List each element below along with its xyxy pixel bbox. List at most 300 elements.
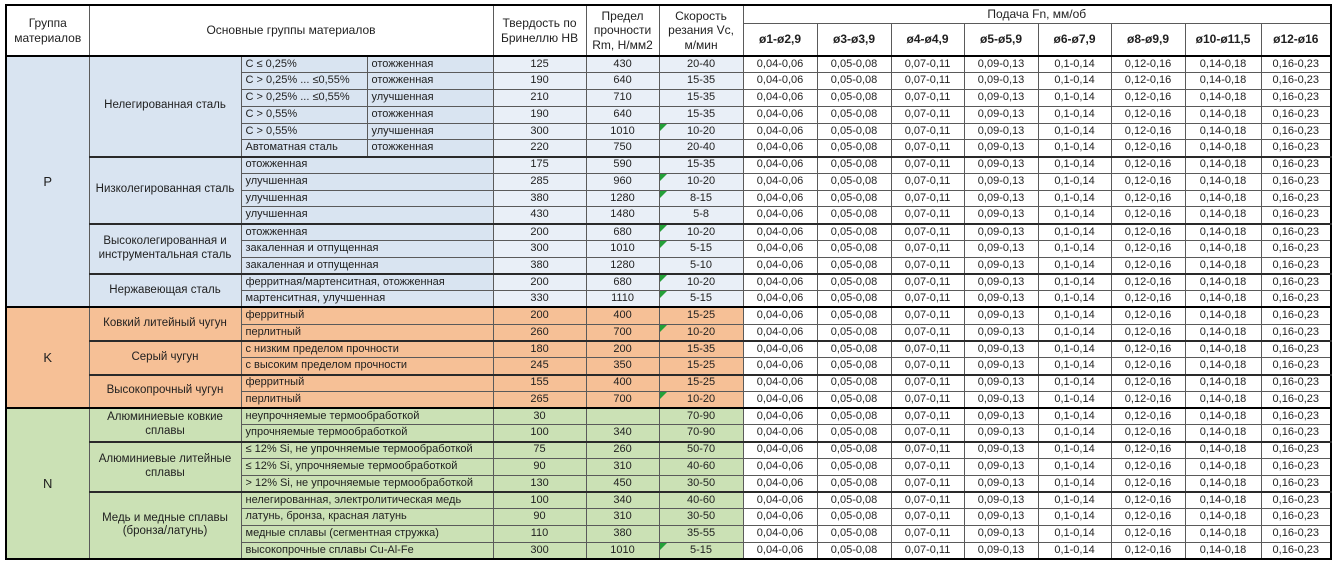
strength-cell[interactable]: 680 (586, 274, 659, 291)
feed-cell[interactable]: 0,14-0,18 (1185, 224, 1261, 241)
feed-cell[interactable]: 0,14-0,18 (1185, 475, 1261, 492)
feed-cell[interactable]: 0,12-0,16 (1111, 391, 1185, 408)
feed-cell[interactable]: 0,07-0,11 (891, 257, 964, 274)
feed-cell[interactable]: 0,04-0,06 (743, 542, 817, 559)
strength-cell[interactable]: 750 (586, 140, 659, 157)
feed-cell[interactable]: 0,12-0,16 (1111, 106, 1185, 123)
feed-cell[interactable]: 0,12-0,16 (1111, 341, 1185, 358)
strength-cell[interactable]: 640 (586, 73, 659, 90)
feed-cell[interactable]: 0,16-0,23 (1261, 173, 1331, 190)
feed-cell[interactable]: 0,12-0,16 (1111, 458, 1185, 475)
feed-cell[interactable]: 0,16-0,23 (1261, 90, 1331, 107)
hardness-cell[interactable]: 210 (493, 90, 586, 107)
feed-col-header-1[interactable]: ø1-ø2,9 (743, 23, 817, 56)
feed-cell[interactable]: 0,16-0,23 (1261, 73, 1331, 90)
feed-cell[interactable]: 0,09-0,13 (964, 190, 1038, 207)
strength-cell[interactable]: 260 (586, 442, 659, 459)
feed-cell[interactable]: 0,05-0,08 (817, 442, 891, 459)
feed-cell[interactable]: 0,14-0,18 (1185, 207, 1261, 224)
speed-cell[interactable]: 40-60 (659, 492, 743, 509)
detail-cell[interactable]: Автоматная сталь (241, 140, 367, 157)
detail-cell[interactable]: закаленная и отпущенная (241, 240, 493, 257)
feed-cell[interactable]: 0,16-0,23 (1261, 56, 1331, 73)
feed-cell[interactable]: 0,16-0,23 (1261, 475, 1331, 492)
hardness-cell[interactable]: 110 (493, 525, 586, 542)
strength-cell[interactable]: 710 (586, 90, 659, 107)
feed-cell[interactable]: 0,09-0,13 (964, 358, 1038, 375)
col-header-main-groups[interactable]: Основные группы материалов (89, 5, 493, 56)
feed-cell[interactable]: 0,07-0,11 (891, 207, 964, 224)
hardness-cell[interactable]: 75 (493, 442, 586, 459)
feed-cell[interactable]: 0,16-0,23 (1261, 257, 1331, 274)
detail-cell[interactable]: C > 0,25% ... ≤0,55% (241, 90, 367, 107)
feed-cell[interactable]: 0,05-0,08 (817, 123, 891, 140)
detail-state-cell[interactable]: отожженная (367, 73, 493, 90)
feed-cell[interactable]: 0,05-0,08 (817, 73, 891, 90)
hardness-cell[interactable]: 190 (493, 106, 586, 123)
feed-col-header-2[interactable]: ø3-ø3,9 (817, 23, 891, 56)
feed-cell[interactable]: 0,14-0,18 (1185, 73, 1261, 90)
feed-cell[interactable]: 0,07-0,11 (891, 324, 964, 341)
strength-cell[interactable]: 1110 (586, 291, 659, 308)
feed-cell[interactable]: 0,1-0,14 (1038, 140, 1111, 157)
feed-cell[interactable]: 0,16-0,23 (1261, 492, 1331, 509)
detail-cell[interactable]: C > 0,25% ... ≤0,55% (241, 73, 367, 90)
feed-cell[interactable]: 0,07-0,11 (891, 157, 964, 174)
feed-cell[interactable]: 0,09-0,13 (964, 157, 1038, 174)
feed-cell[interactable]: 0,05-0,08 (817, 291, 891, 308)
speed-cell[interactable]: 15-35 (659, 106, 743, 123)
feed-cell[interactable]: 0,16-0,23 (1261, 123, 1331, 140)
feed-cell[interactable]: 0,1-0,14 (1038, 442, 1111, 459)
feed-cell[interactable]: 0,1-0,14 (1038, 73, 1111, 90)
feed-cell[interactable]: 0,05-0,08 (817, 140, 891, 157)
feed-cell[interactable]: 0,09-0,13 (964, 475, 1038, 492)
feed-cell[interactable]: 0,07-0,11 (891, 425, 964, 442)
feed-cell[interactable]: 0,14-0,18 (1185, 442, 1261, 459)
speed-cell[interactable]: 5-15 (659, 240, 743, 257)
feed-cell[interactable]: 0,12-0,16 (1111, 475, 1185, 492)
feed-cell[interactable]: 0,05-0,08 (817, 106, 891, 123)
feed-cell[interactable]: 0,16-0,23 (1261, 525, 1331, 542)
feed-cell[interactable]: 0,05-0,08 (817, 157, 891, 174)
feed-cell[interactable]: 0,12-0,16 (1111, 224, 1185, 241)
feed-cell[interactable]: 0,14-0,18 (1185, 492, 1261, 509)
hardness-cell[interactable]: 130 (493, 475, 586, 492)
feed-cell[interactable]: 0,1-0,14 (1038, 375, 1111, 392)
feed-cell[interactable]: 0,04-0,06 (743, 509, 817, 526)
feed-cell[interactable]: 0,05-0,08 (817, 190, 891, 207)
feed-cell[interactable]: 0,05-0,08 (817, 90, 891, 107)
hardness-cell[interactable]: 190 (493, 73, 586, 90)
strength-cell[interactable]: 350 (586, 358, 659, 375)
feed-cell[interactable]: 0,04-0,06 (743, 123, 817, 140)
feed-cell[interactable]: 0,07-0,11 (891, 73, 964, 90)
feed-cell[interactable]: 0,1-0,14 (1038, 542, 1111, 559)
speed-cell[interactable]: 15-35 (659, 341, 743, 358)
feed-cell[interactable]: 0,04-0,06 (743, 341, 817, 358)
feed-cell[interactable]: 0,1-0,14 (1038, 324, 1111, 341)
feed-cell[interactable]: 0,07-0,11 (891, 224, 964, 241)
feed-cell[interactable]: 0,1-0,14 (1038, 190, 1111, 207)
group-cell[interactable]: P (6, 56, 89, 307)
subgroup-cell[interactable]: Нержавеющая сталь (89, 274, 241, 308)
feed-cell[interactable]: 0,09-0,13 (964, 324, 1038, 341)
feed-col-header-3[interactable]: ø4-ø4,9 (891, 23, 964, 56)
feed-cell[interactable]: 0,05-0,08 (817, 492, 891, 509)
feed-cell[interactable]: 0,09-0,13 (964, 207, 1038, 224)
feed-cell[interactable]: 0,07-0,11 (891, 475, 964, 492)
feed-cell[interactable]: 0,1-0,14 (1038, 358, 1111, 375)
speed-cell[interactable]: 10-20 (659, 391, 743, 408)
subgroup-cell[interactable]: Серый чугун (89, 341, 241, 375)
speed-cell[interactable]: 15-25 (659, 358, 743, 375)
hardness-cell[interactable]: 180 (493, 341, 586, 358)
feed-cell[interactable]: 0,1-0,14 (1038, 408, 1111, 425)
feed-cell[interactable]: 0,14-0,18 (1185, 307, 1261, 324)
subgroup-cell[interactable]: Ковкий литейный чугун (89, 307, 241, 341)
speed-cell[interactable]: 15-25 (659, 375, 743, 392)
feed-cell[interactable]: 0,14-0,18 (1185, 173, 1261, 190)
feed-cell[interactable]: 0,05-0,08 (817, 525, 891, 542)
feed-cell[interactable]: 0,14-0,18 (1185, 391, 1261, 408)
feed-cell[interactable]: 0,04-0,06 (743, 257, 817, 274)
hardness-cell[interactable]: 260 (493, 324, 586, 341)
feed-cell[interactable]: 0,14-0,18 (1185, 408, 1261, 425)
hardness-cell[interactable]: 220 (493, 140, 586, 157)
strength-cell[interactable]: 450 (586, 475, 659, 492)
hardness-cell[interactable]: 200 (493, 224, 586, 241)
feed-cell[interactable]: 0,16-0,23 (1261, 509, 1331, 526)
speed-cell[interactable]: 40-60 (659, 458, 743, 475)
subgroup-cell[interactable]: Медь и медные сплавы (бронза/латунь) (89, 492, 241, 559)
feed-cell[interactable]: 0,14-0,18 (1185, 542, 1261, 559)
feed-cell[interactable]: 0,04-0,06 (743, 408, 817, 425)
feed-cell[interactable]: 0,16-0,23 (1261, 375, 1331, 392)
speed-cell[interactable]: 15-35 (659, 90, 743, 107)
feed-cell[interactable]: 0,04-0,06 (743, 442, 817, 459)
hardness-cell[interactable]: 300 (493, 542, 586, 559)
feed-cell[interactable]: 0,16-0,23 (1261, 274, 1331, 291)
strength-cell[interactable]: 310 (586, 458, 659, 475)
detail-cell[interactable]: ферритный (241, 307, 493, 324)
detail-state-cell[interactable]: отожженная (367, 56, 493, 73)
detail-cell[interactable]: латунь, бронза, красная латунь (241, 509, 493, 526)
detail-cell[interactable]: улучшенная (241, 190, 493, 207)
speed-cell[interactable]: 15-25 (659, 307, 743, 324)
feed-cell[interactable]: 0,09-0,13 (964, 525, 1038, 542)
feed-cell[interactable]: 0,12-0,16 (1111, 157, 1185, 174)
strength-cell[interactable]: 340 (586, 492, 659, 509)
feed-cell[interactable]: 0,14-0,18 (1185, 274, 1261, 291)
feed-cell[interactable]: 0,09-0,13 (964, 73, 1038, 90)
feed-cell[interactable]: 0,16-0,23 (1261, 442, 1331, 459)
detail-cell[interactable]: нелегированная, электролитическая медь (241, 492, 493, 509)
feed-cell[interactable]: 0,07-0,11 (891, 140, 964, 157)
detail-cell[interactable]: C ≤ 0,25% (241, 56, 367, 73)
feed-cell[interactable]: 0,12-0,16 (1111, 525, 1185, 542)
subgroup-cell[interactable]: Алюминиевые литейные сплавы (89, 442, 241, 492)
speed-cell[interactable]: 30-50 (659, 475, 743, 492)
feed-cell[interactable]: 0,14-0,18 (1185, 525, 1261, 542)
subgroup-cell[interactable]: Нелегированная сталь (89, 56, 241, 157)
detail-state-cell[interactable]: отожженная (367, 106, 493, 123)
detail-state-cell[interactable]: отожженная (367, 140, 493, 157)
feed-cell[interactable]: 0,05-0,08 (817, 408, 891, 425)
feed-cell[interactable]: 0,05-0,08 (817, 458, 891, 475)
feed-cell[interactable]: 0,1-0,14 (1038, 56, 1111, 73)
feed-cell[interactable]: 0,16-0,23 (1261, 224, 1331, 241)
feed-cell[interactable]: 0,14-0,18 (1185, 257, 1261, 274)
speed-cell[interactable]: 70-90 (659, 425, 743, 442)
feed-cell[interactable]: 0,1-0,14 (1038, 257, 1111, 274)
feed-cell[interactable]: 0,12-0,16 (1111, 173, 1185, 190)
strength-cell[interactable]: 400 (586, 375, 659, 392)
feed-col-header-4[interactable]: ø5-ø5,9 (964, 23, 1038, 56)
strength-cell[interactable]: 590 (586, 157, 659, 174)
feed-cell[interactable]: 0,09-0,13 (964, 106, 1038, 123)
feed-cell[interactable]: 0,12-0,16 (1111, 307, 1185, 324)
speed-cell[interactable]: 50-70 (659, 442, 743, 459)
hardness-cell[interactable]: 155 (493, 375, 586, 392)
feed-cell[interactable]: 0,1-0,14 (1038, 123, 1111, 140)
strength-cell[interactable]: 700 (586, 324, 659, 341)
feed-cell[interactable]: 0,12-0,16 (1111, 123, 1185, 140)
strength-cell[interactable]: 1480 (586, 207, 659, 224)
feed-cell[interactable]: 0,07-0,11 (891, 542, 964, 559)
feed-cell[interactable]: 0,16-0,23 (1261, 291, 1331, 308)
feed-cell[interactable]: 0,07-0,11 (891, 458, 964, 475)
feed-cell[interactable]: 0,07-0,11 (891, 375, 964, 392)
feed-cell[interactable]: 0,14-0,18 (1185, 375, 1261, 392)
hardness-cell[interactable]: 285 (493, 173, 586, 190)
strength-cell[interactable]: 200 (586, 341, 659, 358)
feed-cell[interactable]: 0,09-0,13 (964, 173, 1038, 190)
subgroup-cell[interactable]: Высоколегированная и инструментальная сталь (89, 224, 241, 274)
group-cell[interactable]: K (6, 307, 89, 408)
detail-cell[interactable]: медные сплавы (сегментная стружка) (241, 525, 493, 542)
subgroup-cell[interactable]: Высокопрочный чугун (89, 375, 241, 409)
strength-cell[interactable]: 1010 (586, 240, 659, 257)
feed-cell[interactable]: 0,14-0,18 (1185, 324, 1261, 341)
feed-cell[interactable]: 0,16-0,23 (1261, 458, 1331, 475)
feed-cell[interactable]: 0,04-0,06 (743, 475, 817, 492)
feed-cell[interactable]: 0,04-0,06 (743, 224, 817, 241)
feed-cell[interactable]: 0,16-0,23 (1261, 157, 1331, 174)
feed-cell[interactable]: 0,05-0,08 (817, 324, 891, 341)
feed-cell[interactable]: 0,04-0,06 (743, 291, 817, 308)
feed-cell[interactable]: 0,05-0,08 (817, 425, 891, 442)
feed-cell[interactable]: 0,04-0,06 (743, 56, 817, 73)
feed-cell[interactable]: 0,04-0,06 (743, 157, 817, 174)
feed-cell[interactable]: 0,05-0,08 (817, 207, 891, 224)
speed-cell[interactable]: 20-40 (659, 140, 743, 157)
feed-cell[interactable]: 0,04-0,06 (743, 106, 817, 123)
detail-cell[interactable]: с низким пределом прочности (241, 341, 493, 358)
feed-cell[interactable]: 0,14-0,18 (1185, 458, 1261, 475)
feed-cell[interactable]: 0,04-0,06 (743, 358, 817, 375)
feed-cell[interactable]: 0,16-0,23 (1261, 140, 1331, 157)
strength-cell[interactable] (586, 408, 659, 425)
feed-cell[interactable]: 0,14-0,18 (1185, 190, 1261, 207)
feed-cell[interactable]: 0,04-0,06 (743, 190, 817, 207)
feed-cell[interactable]: 0,07-0,11 (891, 358, 964, 375)
feed-cell[interactable]: 0,1-0,14 (1038, 224, 1111, 241)
strength-cell[interactable]: 400 (586, 307, 659, 324)
feed-cell[interactable]: 0,12-0,16 (1111, 240, 1185, 257)
feed-cell[interactable]: 0,1-0,14 (1038, 391, 1111, 408)
col-header-strength[interactable]: Предел прочности Rm, Н/мм2 (586, 5, 659, 56)
feed-cell[interactable]: 0,04-0,06 (743, 525, 817, 542)
detail-cell[interactable]: перлитный (241, 324, 493, 341)
feed-cell[interactable]: 0,07-0,11 (891, 291, 964, 308)
feed-cell[interactable]: 0,07-0,11 (891, 307, 964, 324)
feed-cell[interactable]: 0,09-0,13 (964, 123, 1038, 140)
feed-cell[interactable]: 0,14-0,18 (1185, 358, 1261, 375)
feed-cell[interactable]: 0,1-0,14 (1038, 525, 1111, 542)
detail-cell[interactable]: отожженная (241, 157, 493, 174)
detail-cell[interactable]: > 12% Si, не упрочняемые термообработкой (241, 475, 493, 492)
hardness-cell[interactable]: 100 (493, 425, 586, 442)
feed-col-header-5[interactable]: ø6-ø7,9 (1038, 23, 1111, 56)
detail-state-cell[interactable]: улучшенная (367, 90, 493, 107)
feed-cell[interactable]: 0,04-0,06 (743, 140, 817, 157)
feed-col-header-7[interactable]: ø10-ø11,5 (1185, 23, 1261, 56)
feed-cell[interactable]: 0,09-0,13 (964, 240, 1038, 257)
feed-cell[interactable]: 0,04-0,06 (743, 307, 817, 324)
feed-title-header[interactable]: Подача Fn, мм/об (743, 5, 1331, 23)
speed-cell[interactable]: 8-15 (659, 190, 743, 207)
feed-cell[interactable]: 0,12-0,16 (1111, 291, 1185, 308)
feed-cell[interactable]: 0,09-0,13 (964, 458, 1038, 475)
detail-cell[interactable]: ферритный (241, 375, 493, 392)
feed-cell[interactable]: 0,07-0,11 (891, 408, 964, 425)
strength-cell[interactable]: 680 (586, 224, 659, 241)
hardness-cell[interactable]: 245 (493, 358, 586, 375)
feed-cell[interactable]: 0,05-0,08 (817, 173, 891, 190)
feed-cell[interactable]: 0,05-0,08 (817, 257, 891, 274)
strength-cell[interactable]: 1280 (586, 190, 659, 207)
subgroup-cell[interactable]: Низколегированная сталь (89, 157, 241, 224)
feed-cell[interactable]: 0,12-0,16 (1111, 90, 1185, 107)
subgroup-cell[interactable]: Алюминиевые ковкие сплавы (89, 408, 241, 442)
feed-cell[interactable]: 0,05-0,08 (817, 391, 891, 408)
strength-cell[interactable]: 1010 (586, 123, 659, 140)
feed-cell[interactable]: 0,09-0,13 (964, 90, 1038, 107)
feed-cell[interactable]: 0,12-0,16 (1111, 509, 1185, 526)
feed-cell[interactable]: 0,05-0,08 (817, 307, 891, 324)
feed-cell[interactable]: 0,12-0,16 (1111, 274, 1185, 291)
feed-cell[interactable]: 0,07-0,11 (891, 56, 964, 73)
feed-cell[interactable]: 0,14-0,18 (1185, 123, 1261, 140)
feed-cell[interactable]: 0,04-0,06 (743, 375, 817, 392)
feed-cell[interactable]: 0,16-0,23 (1261, 307, 1331, 324)
detail-cell[interactable]: с высоким пределом прочности (241, 358, 493, 375)
feed-cell[interactable]: 0,1-0,14 (1038, 240, 1111, 257)
speed-cell[interactable]: 5-15 (659, 291, 743, 308)
speed-cell[interactable]: 20-40 (659, 56, 743, 73)
feed-cell[interactable]: 0,14-0,18 (1185, 291, 1261, 308)
hardness-cell[interactable]: 300 (493, 240, 586, 257)
feed-cell[interactable]: 0,14-0,18 (1185, 509, 1261, 526)
feed-cell[interactable]: 0,1-0,14 (1038, 207, 1111, 224)
detail-cell[interactable]: C > 0,55% (241, 106, 367, 123)
feed-cell[interactable]: 0,12-0,16 (1111, 542, 1185, 559)
feed-cell[interactable]: 0,16-0,23 (1261, 190, 1331, 207)
feed-cell[interactable]: 0,07-0,11 (891, 173, 964, 190)
detail-cell[interactable]: улучшенная (241, 207, 493, 224)
feed-cell[interactable]: 0,05-0,08 (817, 375, 891, 392)
feed-cell[interactable]: 0,07-0,11 (891, 442, 964, 459)
feed-cell[interactable]: 0,12-0,16 (1111, 425, 1185, 442)
col-header-material-group[interactable]: Группа материалов (6, 5, 89, 56)
hardness-cell[interactable]: 125 (493, 56, 586, 73)
detail-cell[interactable]: ≤ 12% Si, не упрочняемые термообработкой (241, 442, 493, 459)
feed-cell[interactable]: 0,12-0,16 (1111, 207, 1185, 224)
detail-cell[interactable]: отожженная (241, 224, 493, 241)
feed-cell[interactable]: 0,14-0,18 (1185, 106, 1261, 123)
feed-cell[interactable]: 0,07-0,11 (891, 391, 964, 408)
feed-cell[interactable]: 0,09-0,13 (964, 542, 1038, 559)
hardness-cell[interactable]: 90 (493, 458, 586, 475)
speed-cell[interactable]: 10-20 (659, 324, 743, 341)
detail-cell[interactable]: упрочняемые термообработкой (241, 425, 493, 442)
col-header-hardness[interactable]: Твердость по Бринеллю HB (493, 5, 586, 56)
detail-cell[interactable]: ≤ 12% Si, упрочняемые термообработкой (241, 458, 493, 475)
feed-col-header-8[interactable]: ø12-ø16 (1261, 23, 1331, 56)
feed-cell[interactable]: 0,1-0,14 (1038, 492, 1111, 509)
feed-cell[interactable]: 0,09-0,13 (964, 291, 1038, 308)
speed-cell[interactable]: 70-90 (659, 408, 743, 425)
feed-cell[interactable]: 0,1-0,14 (1038, 90, 1111, 107)
feed-cell[interactable]: 0,16-0,23 (1261, 341, 1331, 358)
feed-cell[interactable]: 0,1-0,14 (1038, 106, 1111, 123)
feed-cell[interactable]: 0,07-0,11 (891, 240, 964, 257)
hardness-cell[interactable]: 200 (493, 274, 586, 291)
feed-cell[interactable]: 0,12-0,16 (1111, 257, 1185, 274)
feed-cell[interactable]: 0,12-0,16 (1111, 408, 1185, 425)
feed-cell[interactable]: 0,16-0,23 (1261, 391, 1331, 408)
detail-cell[interactable]: перлитный (241, 391, 493, 408)
feed-cell[interactable]: 0,09-0,13 (964, 56, 1038, 73)
feed-cell[interactable]: 0,14-0,18 (1185, 240, 1261, 257)
feed-cell[interactable]: 0,14-0,18 (1185, 90, 1261, 107)
feed-cell[interactable]: 0,12-0,16 (1111, 140, 1185, 157)
feed-cell[interactable]: 0,12-0,16 (1111, 492, 1185, 509)
feed-cell[interactable]: 0,09-0,13 (964, 509, 1038, 526)
feed-cell[interactable]: 0,05-0,08 (817, 358, 891, 375)
feed-cell[interactable]: 0,04-0,06 (743, 173, 817, 190)
strength-cell[interactable]: 960 (586, 173, 659, 190)
feed-cell[interactable]: 0,14-0,18 (1185, 56, 1261, 73)
speed-cell[interactable]: 30-50 (659, 509, 743, 526)
feed-cell[interactable]: 0,14-0,18 (1185, 140, 1261, 157)
detail-cell[interactable]: мартенситная, улучшенная (241, 291, 493, 308)
feed-cell[interactable]: 0,09-0,13 (964, 492, 1038, 509)
feed-cell[interactable]: 0,07-0,11 (891, 274, 964, 291)
feed-cell[interactable]: 0,1-0,14 (1038, 274, 1111, 291)
detail-cell[interactable]: неупрочняемые термообработкой (241, 408, 493, 425)
feed-cell[interactable]: 0,12-0,16 (1111, 73, 1185, 90)
feed-cell[interactable]: 0,09-0,13 (964, 341, 1038, 358)
feed-cell[interactable]: 0,1-0,14 (1038, 291, 1111, 308)
speed-cell[interactable]: 10-20 (659, 274, 743, 291)
strength-cell[interactable]: 380 (586, 525, 659, 542)
feed-cell[interactable]: 0,05-0,08 (817, 224, 891, 241)
hardness-cell[interactable]: 100 (493, 492, 586, 509)
hardness-cell[interactable]: 200 (493, 307, 586, 324)
feed-cell[interactable]: 0,12-0,16 (1111, 190, 1185, 207)
